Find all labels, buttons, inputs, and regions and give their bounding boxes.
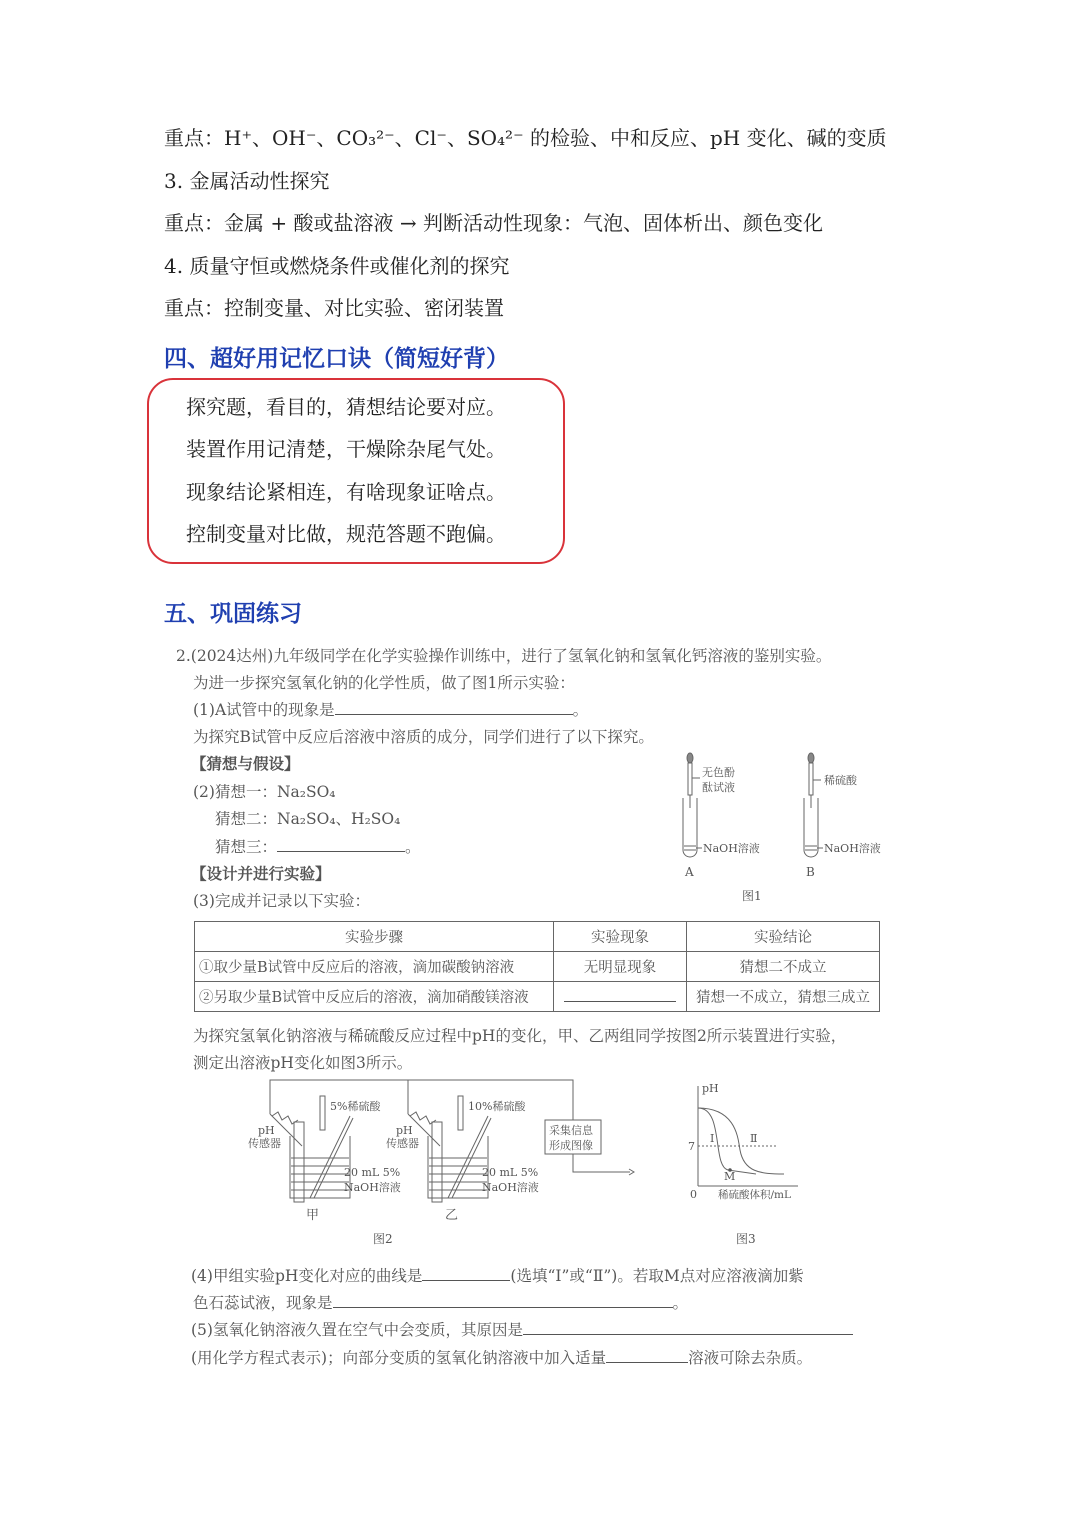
question-3: (3)完成并记录以下实验： — [193, 892, 370, 910]
table-cell: 猜想二不成立 — [687, 952, 880, 982]
question-5 — [191, 1318, 853, 1340]
question-4-text: (选填“Ⅰ”或“Ⅱ”)。若取M点对应溶液滴加紫 — [510, 1267, 804, 1285]
mnemonic-line: 探究题，看目的，猜想结论要对应。 — [186, 395, 506, 419]
x-axis-label: 稀硫酸体积/mL — [718, 1189, 791, 1201]
section4-heading: 四、超好用记忆口诀（简短好背） — [164, 345, 509, 372]
table-row — [195, 982, 880, 1012]
solution-label: NaOH溶液 — [482, 1181, 539, 1194]
key-point-ions: 重点：H⁺、OH⁻、CO₃²⁻、Cl⁻、SO₄²⁻ 的检验、中和反应、pH 变化、碱的变质 — [164, 126, 887, 150]
answer-blank[interactable] — [606, 1348, 688, 1363]
hypothesis-2: 猜想二：Na₂SO₄、H₂SO₄ — [215, 810, 401, 828]
group-label: 甲 — [306, 1208, 320, 1223]
problem-intro-5: 测定出溶液pH变化如图3所示。 — [193, 1054, 413, 1072]
answer-blank[interactable] — [422, 1266, 510, 1281]
table-header: 实验步骤 — [195, 922, 554, 952]
item-mass-conservation: 4. 质量守恒或燃烧条件或催化剂的探究 — [164, 254, 510, 278]
question-5-text: (5)氢氧化钠溶液久置在空气中会变质，其原因是 — [191, 1321, 523, 1339]
figure-caption: 图1 — [742, 889, 762, 903]
figure-caption: 图3 — [736, 1232, 756, 1246]
hypothesis-3 — [215, 835, 421, 857]
sensor-label: 传感器 — [248, 1137, 281, 1150]
reagent-label: 稀硫酸 — [824, 774, 857, 787]
table-header: 实验现象 — [554, 922, 687, 952]
hypothesis-3-text: 猜想三： — [215, 838, 278, 856]
period: 。 — [405, 838, 421, 856]
key-point-metal: 重点：金属 + 酸或盐溶液 → 判断活动性现象：气泡、固体析出、颜色变化 — [164, 211, 823, 235]
question-4-continued — [193, 1291, 688, 1313]
figure-caption: 图2 — [373, 1232, 393, 1246]
reagent-label: 无色酚 — [702, 766, 735, 779]
y-axis-label: pH — [702, 1082, 719, 1095]
table-cell: 无明显现象 — [554, 952, 687, 982]
solution-label: 20 mL 5% — [482, 1166, 539, 1179]
answer-blank[interactable] — [333, 1293, 673, 1308]
curve-label: Ⅱ — [750, 1132, 758, 1145]
table-header: 实验结论 — [687, 922, 880, 952]
mnemonic-line: 现象结论紧相连，有啥现象证啥点。 — [186, 480, 506, 504]
problem-intro-2: 为进一步探究氢氧化钠的化学性质，做了图1所示实验： — [193, 674, 575, 692]
figure-2-apparatus — [240, 1076, 640, 1248]
sensor-label: 传感器 — [386, 1137, 419, 1150]
table-cell-blank[interactable] — [554, 982, 687, 1012]
item-metal-activity: 3. 金属活动性探究 — [164, 169, 330, 193]
curve-label: Ⅰ — [710, 1132, 715, 1145]
experiment-table — [194, 921, 880, 1012]
answer-blank[interactable] — [277, 837, 405, 852]
hypothesis-title: 【猜想与假设】 — [191, 754, 300, 773]
test-tube-b — [804, 753, 823, 857]
section5-heading: 五、巩固练习 — [164, 600, 302, 627]
acid-label: 10%稀硫酸 — [468, 1100, 526, 1113]
period: 。 — [672, 1294, 689, 1312]
tube-label-a: A — [685, 865, 694, 879]
answer-blank[interactable] — [564, 987, 676, 1002]
question-5-text: (用化学方程式表示)；向部分变质的氢氧化钠溶液中加入适量 — [191, 1349, 607, 1367]
figure-3-ph-graph — [680, 1080, 810, 1248]
question-5-continued — [191, 1346, 812, 1368]
test-tube-a — [683, 753, 702, 857]
collector-label: 形成图像 — [549, 1139, 593, 1152]
question-4-text: 色石蕊试液，现象是 — [193, 1294, 333, 1312]
solution-label: NaOH溶液 — [344, 1181, 401, 1194]
key-point-control: 重点：控制变量、对比实验、密闭装置 — [164, 296, 504, 320]
solution-label: NaOH溶液 — [703, 842, 760, 855]
sensor-label: pH — [258, 1124, 275, 1137]
mnemonic-line: 控制变量对比做，规范答题不跑偏。 — [186, 522, 506, 546]
question-1-text: (1)A试管中的现象是 — [193, 701, 335, 719]
table-header-row — [195, 922, 880, 952]
problem-intro-4: 为探究氢氧化钠溶液与稀硫酸反应过程中pH的变化，甲、乙两组同学按图2所示装置进行实验， — [193, 1027, 847, 1045]
answer-blank[interactable] — [523, 1320, 853, 1335]
reagent-label: 酞试液 — [702, 781, 735, 794]
tube-label-b: B — [806, 865, 815, 879]
collector-label: 采集信息 — [549, 1124, 593, 1137]
table-cell: ②另取少量B试管中反应后的溶液，滴加硝酸镁溶液 — [195, 982, 554, 1012]
table-row — [195, 952, 880, 982]
mnemonic-line: 装置作用记清楚，干燥除杂尾气处。 — [186, 437, 506, 461]
question-4-text: (4)甲组实验pH变化对应的曲线是 — [191, 1267, 423, 1285]
question-5-text: 溶液可除去杂质。 — [688, 1349, 813, 1367]
design-title: 【设计并进行实验】 — [191, 864, 331, 883]
answer-blank[interactable] — [335, 700, 573, 715]
problem-intro-3: 为探究B试管中反应后溶液中溶质的成分，同学们进行了以下探究。 — [193, 728, 654, 746]
table-cell: 猜想一不成立，猜想三成立 — [687, 982, 880, 1012]
question-4 — [191, 1264, 804, 1286]
period: 。 — [572, 701, 589, 719]
problem-intro: 2.(2024达州)九年级同学在化学实验操作训练中，进行了氢氧化钠和氢氧化钙溶液的鉴别实验。 — [176, 647, 832, 665]
solution-label: 20 mL 5% — [344, 1166, 401, 1179]
group-label: 乙 — [445, 1208, 459, 1223]
ph7-label: 7 — [688, 1140, 695, 1153]
table-cell: ①取少量B试管中反应后的溶液，滴加碳酸钠溶液 — [195, 952, 554, 982]
solution-label: NaOH溶液 — [824, 842, 881, 855]
hypothesis-1: (2)猜想一：Na₂SO₄ — [193, 783, 336, 801]
origin-label: 0 — [690, 1188, 697, 1201]
question-1 — [193, 698, 588, 720]
figure-1-test-tubes — [670, 750, 890, 910]
sensor-label: pH — [396, 1124, 413, 1137]
point-label: M — [724, 1170, 736, 1183]
acid-label: 5%稀硫酸 — [330, 1100, 381, 1113]
